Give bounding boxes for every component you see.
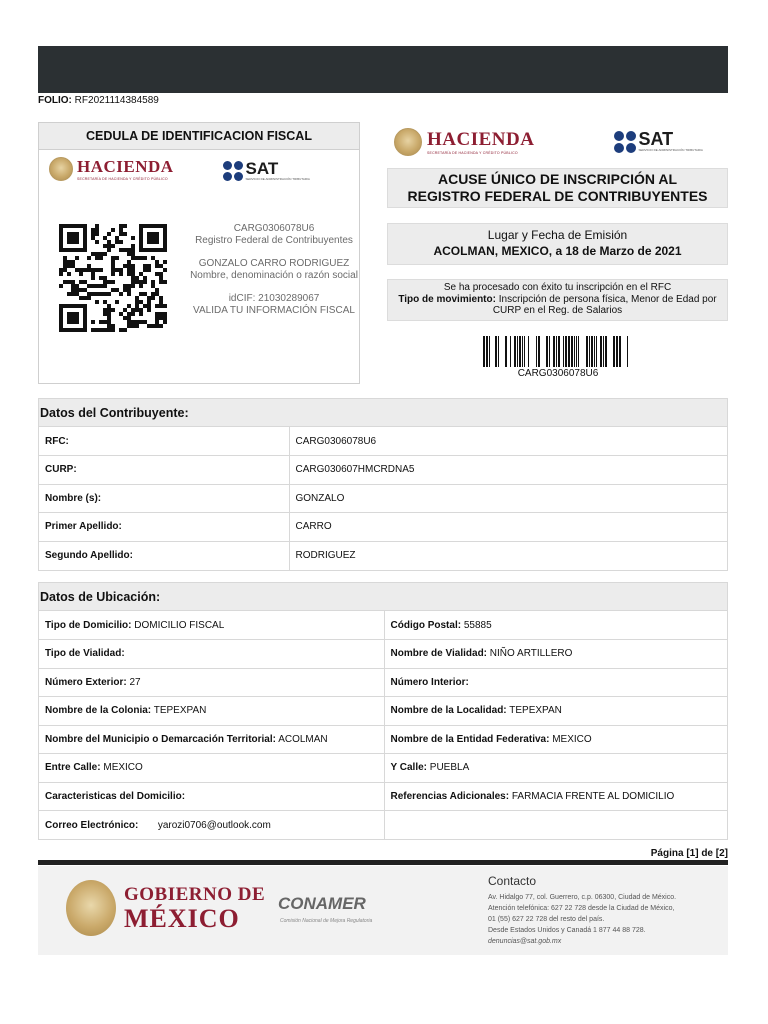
cell-label: Número Interior:: [390, 676, 469, 688]
sat-logo-text: SAT: [245, 159, 279, 178]
contribuyente-section: [38, 398, 728, 571]
table-row: [39, 427, 727, 456]
contribuyente-heading: Datos del Contribuyente:: [39, 399, 727, 427]
barcode-text: CARG0306078U6: [517, 368, 599, 379]
qr-code-icon: [59, 223, 167, 333]
cell-value: NIÑO ARTILLERO: [489, 648, 573, 660]
sat-dots-icon: [614, 131, 636, 153]
folio-value: RF2021114384589: [74, 95, 159, 106]
cedula-idcif: idCIF: 21030289067: [228, 293, 320, 304]
row-value: CARG0306078U6: [295, 435, 377, 447]
conamer-logo: CONAMER: [278, 894, 366, 913]
cedula-rfc-caption: Registro Federal de Contribuyentes: [195, 234, 353, 246]
table-row: [39, 611, 727, 640]
contacto-line: 01 (55) 627 22 728 del resto del país.: [488, 916, 605, 923]
row-value: CARG030607HMCRDNA5: [295, 464, 415, 476]
sat-logo: [223, 161, 310, 181]
cell-label: Caracteristicas del Domicilio:: [45, 790, 186, 802]
cell-label: Tipo de Domicilio:: [45, 619, 132, 631]
table-row: [39, 697, 727, 726]
hacienda-logo-main: [394, 128, 534, 156]
row-label: Primer Apellido:: [45, 521, 122, 533]
hacienda-logo-sub: SECRETARÍA DE HACIENDA Y CRÉDITO PÚBLICO: [77, 177, 168, 181]
sat-logo-sub: SERVICIO DE ADMINISTRACIÓN TRIBUTARIA: [245, 177, 310, 181]
cell-value: ACOLMAN: [278, 733, 328, 745]
sat-logo-sub: SERVICIO DE ADMINISTRACIÓN TRIBUTARIA: [638, 148, 703, 153]
cell-label: Nombre del Municipio o Demarcación Territorial:: [45, 733, 276, 745]
email-value: yarozi0706@outlook.com: [157, 819, 271, 831]
barcode-icon: [483, 336, 633, 370]
procesado-text: Se ha procesado con éxito tu inscripción en el RFC: [443, 282, 672, 293]
lugar-label: Lugar y Fecha de Emisión: [487, 228, 628, 242]
cell-label: Nombre de la Localidad:: [390, 705, 507, 717]
lugar-fecha: [387, 223, 728, 265]
row-label: Segundo Apellido:: [45, 550, 133, 561]
cell-label: Nombre de la Entidad Federativa:: [390, 733, 550, 745]
cedula-rfc: CARG0306078U6: [233, 223, 315, 234]
footer-divider: [38, 860, 728, 865]
cedula-valida: VALIDA TU INFORMACIÓN FISCAL: [193, 304, 355, 316]
cell-label: Número Exterior:: [45, 676, 127, 688]
cedula-card: [38, 122, 360, 384]
table-row: [39, 725, 727, 754]
folio: [38, 95, 159, 106]
row-label: CURP:: [45, 464, 77, 476]
cell-label: Correo Electrónico:: [45, 819, 139, 831]
hacienda-logo-text: HACIENDA: [77, 157, 174, 176]
mexico-seal-icon: [66, 880, 116, 936]
cell-value: MEXICO: [103, 762, 143, 774]
acuse-title: [387, 168, 728, 208]
cell-label: Nombre de la Colonia:: [45, 705, 152, 717]
contacto-line: Av. Hidalgo 77, col. Guerrero, c.p. 06300, Ciudad de México.: [488, 894, 677, 901]
sat-dots-icon: [223, 161, 243, 181]
table-row: [39, 811, 727, 840]
contribuyente-table: [39, 427, 727, 570]
cedula-name: GONZALO CARRO RODRIGUEZ: [198, 258, 350, 269]
table-row: [39, 541, 727, 570]
contacto-lines: [488, 892, 728, 947]
sat-logo-text: SAT: [638, 129, 674, 150]
row-label: RFC:: [45, 435, 69, 447]
row-value: GONZALO: [295, 492, 345, 504]
cell-value: MEXICO: [552, 733, 592, 745]
gobierno-logo-line1: GOBIERNO DE: [124, 884, 266, 905]
cell-label: Y Calle:: [390, 762, 427, 774]
gobierno-logo: [124, 884, 265, 934]
contacto-line: Desde Estados Unidos y Canadá 1 877 44 88 728.: [488, 927, 646, 934]
procesado-box: [387, 279, 728, 321]
table-row: [39, 640, 727, 669]
ubicacion-table: [39, 611, 727, 839]
hacienda-logo-sub: SECRETARÍA DE HACIENDA Y CRÉDITO PÚBLICO: [427, 151, 518, 155]
cell-value: TEPEXPAN: [153, 705, 207, 717]
hacienda-logo: [49, 157, 174, 181]
cell-value: 55885: [463, 619, 492, 631]
contacto-title: Contacto: [488, 874, 537, 888]
movimiento-label: Tipo de movimiento:: [398, 293, 496, 305]
contacto-line: Atención telefónica: 627 22 728 desde la Ciudad de México,: [488, 905, 675, 912]
sat-logo-main: [614, 131, 703, 153]
lugar-value: ACOLMAN, MEXICO, a 18 de Marzo de 2021: [433, 244, 682, 258]
cell-value: TEPEXPAN: [509, 705, 562, 717]
table-row: [39, 754, 727, 783]
table-row: [39, 484, 727, 513]
gobierno-logo-line2: MÉXICO: [124, 904, 240, 933]
conamer-logo-sub: Comisión Nacional de Mejora Regulatoria: [280, 918, 373, 924]
cell-label: Nombre de Vialidad:: [390, 648, 488, 660]
table-row: [39, 782, 727, 811]
cell-label: Referencias Adicionales:: [390, 790, 510, 802]
row-value: RODRIGUEZ: [295, 550, 356, 561]
contacto-email[interactable]: denuncias@sat.gob.mx: [488, 938, 562, 945]
mexico-seal-icon: [394, 128, 422, 156]
cell-label: Tipo de Vialidad:: [45, 648, 125, 660]
cedula-title: CEDULA DE IDENTIFICACION FISCAL: [39, 123, 359, 150]
cell-value: FARMACIA FRENTE AL DOMICILIO: [511, 790, 675, 802]
acuse-title-line2: REGISTRO FEDERAL DE CONTRIBUYENTES: [407, 188, 708, 204]
table-row: [39, 513, 727, 542]
page-number: Página [1] de [2]: [650, 848, 728, 859]
row-label: Nombre (s):: [45, 492, 102, 504]
footer: [38, 866, 728, 955]
cell-value: DOMICILIO FISCAL: [134, 619, 225, 631]
cedula-info: [189, 223, 359, 316]
hacienda-logo-text: HACIENDA: [427, 129, 535, 150]
cell-value: PUEBLA: [429, 762, 470, 774]
movimiento-value: Inscripción de persona física, Menor de Edad por CURP en el Reg. de Salarios: [492, 293, 717, 316]
cedula-name-caption: Nombre, denominación o razón social: [190, 269, 358, 281]
table-row: [39, 668, 727, 697]
cell-value: 27: [129, 676, 141, 688]
cell-label: Entre Calle:: [45, 762, 101, 774]
top-header-bar: [38, 46, 728, 93]
folio-label: FOLIO:: [38, 95, 72, 106]
cedula-logos: [39, 150, 359, 194]
mexico-seal-icon: [49, 157, 73, 181]
row-value: CARRO: [295, 521, 332, 533]
table-row: [39, 456, 727, 485]
ubicacion-heading: Datos de Ubicación:: [39, 583, 727, 611]
acuse-title-line1: ACUSE ÚNICO DE INSCRIPCIÓN AL: [437, 171, 678, 187]
ubicacion-section: [38, 582, 728, 840]
cell-label: Código Postal:: [390, 619, 462, 631]
